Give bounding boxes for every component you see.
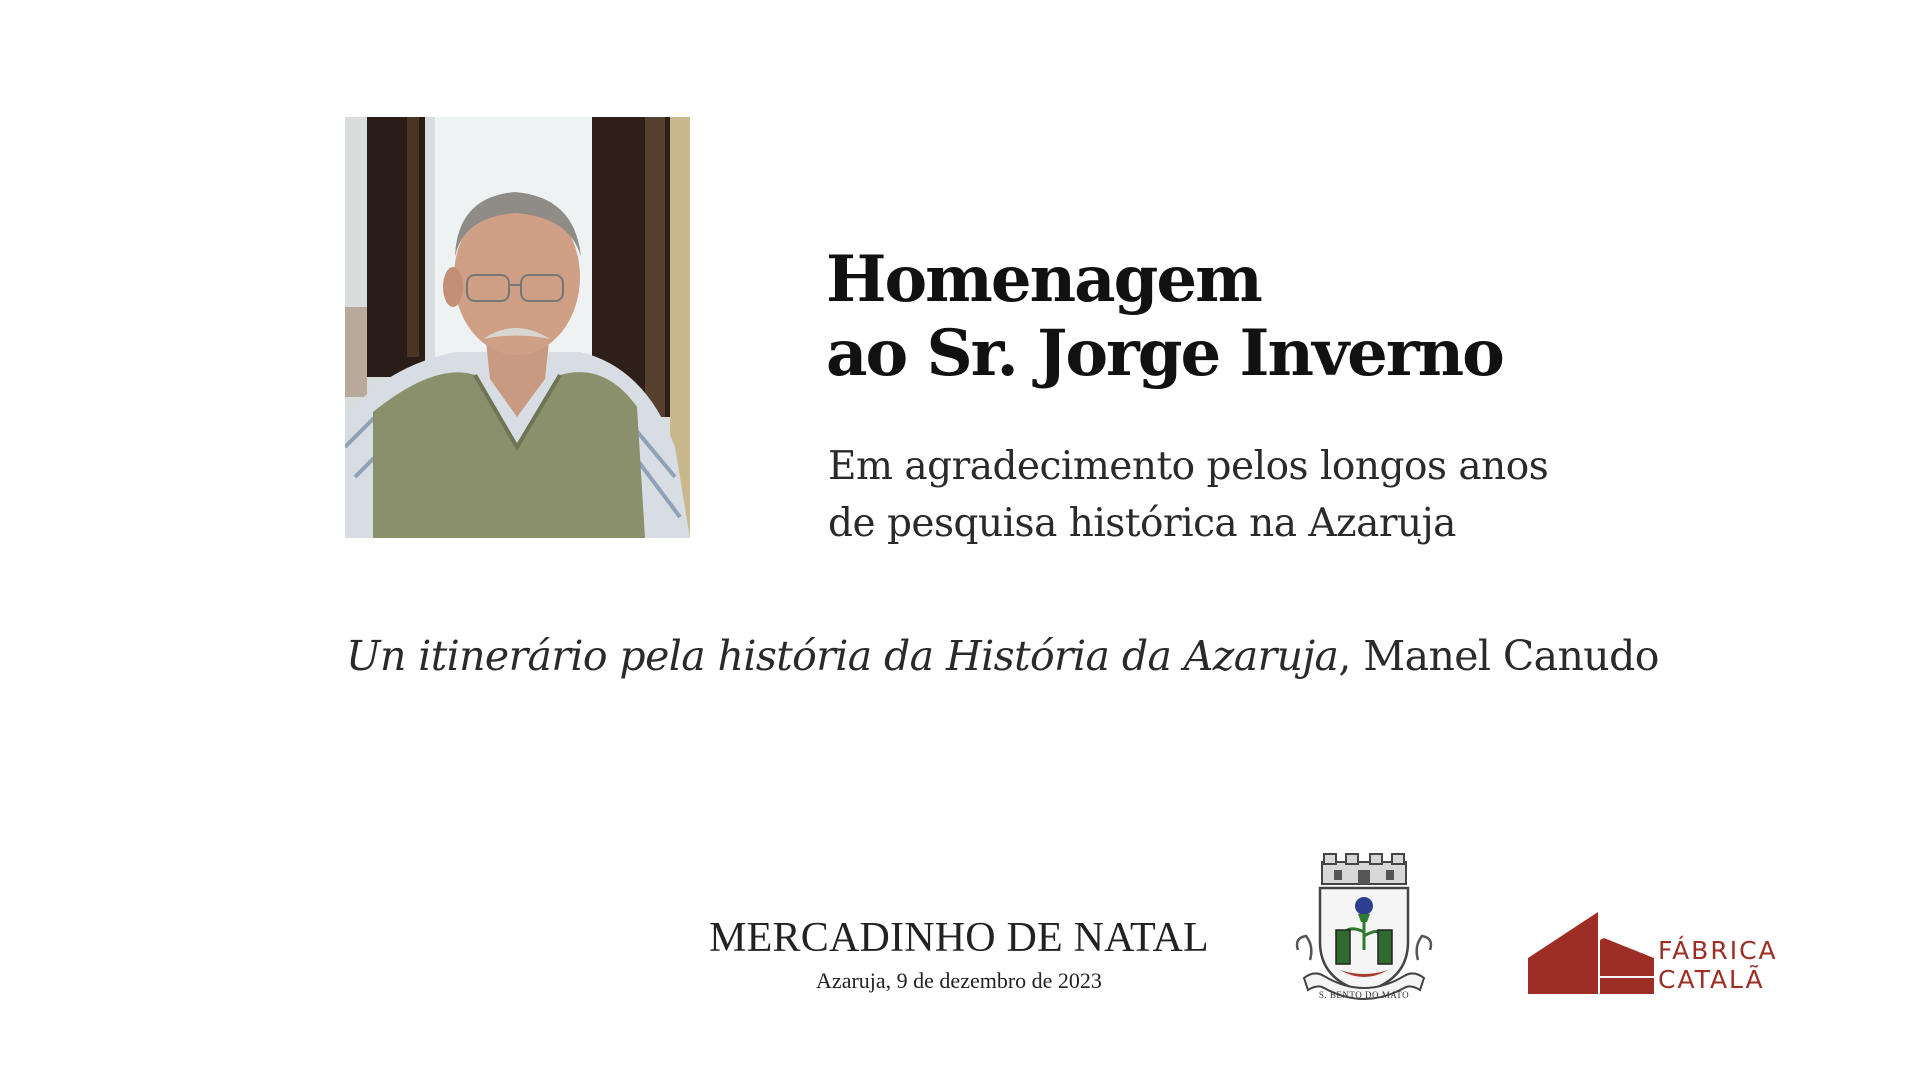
coat-of-arms-logo [1284, 850, 1444, 1010]
credit-work-title: Un itinerário pela história da História da Azaruja [346, 632, 1339, 680]
fabrica-catala-wordmark [1658, 936, 1778, 994]
credit-author: Manel Canudo [1350, 632, 1659, 680]
credit-line [346, 628, 1659, 684]
subtitle [828, 438, 1548, 552]
factory-shape-right [1600, 938, 1654, 994]
page-title [826, 243, 1503, 391]
event-name: MERCADINHO DE NATAL [709, 915, 1209, 961]
title-line-2: ao Sr. Jorge Inverno [826, 316, 1503, 391]
event-info [704, 914, 1214, 996]
coat-of-arms-label: S. BENTO DO MATO [1318, 990, 1410, 1000]
logo-line-2: CATALÃ [1658, 965, 1765, 994]
logo-line-1: FÁBRICA [1658, 936, 1778, 965]
event-date: Azaruja, 9 de dezembro de 2023 [816, 968, 1102, 993]
factory-shape-left [1528, 912, 1598, 994]
subtitle-line-1: Em agradecimento pelos longos anos [828, 444, 1549, 489]
subtitle-line-2: de pesquisa histórica na Azaruja [828, 501, 1456, 546]
credit-separator: , [1338, 632, 1351, 680]
title-line-1: Homenagem [826, 242, 1261, 317]
portrait-photo [345, 117, 690, 538]
